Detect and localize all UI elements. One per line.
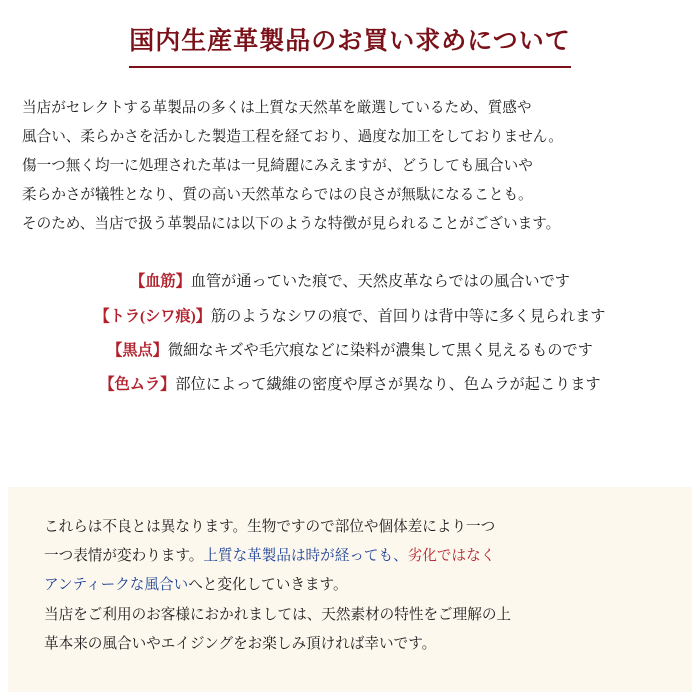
note-line: 当店をご利用のお客様におかれましては、天然素材の特性をご理解の上: [44, 606, 512, 623]
note-text-plain: 一つ表情が変わります。: [44, 548, 204, 565]
feature-description: 微細なキズや毛穴痕などに染料が濃集して黒く見えるものです: [167, 341, 593, 359]
intro-line: 柔らかさが犠牲となり、質の高い天然革ならではの良さが無駄になることも。: [22, 187, 533, 204]
note-line: [44, 542, 662, 571]
page-title: 国内生産革製品のお買い求めについて: [129, 26, 571, 68]
feature-list: [0, 265, 700, 402]
intro-line: 風合い、柔らかさを活かした製造工程を経ており、過度な加工をしておりません。: [22, 128, 563, 145]
intro-paragraph: [22, 94, 678, 240]
intro-line: 傷一つ無く均一に処理された革は一見綺麗にみえますが、どうしても風合いや: [22, 157, 533, 174]
list-item: [0, 300, 700, 334]
feature-tag: 【黒点】: [107, 341, 168, 359]
note-line: [44, 571, 662, 600]
note-text-highlight-blue: アンティークな風合い: [44, 577, 189, 594]
note-box: [8, 487, 692, 692]
note-text-highlight-blue: 上質な革製品は時が経っても、: [203, 548, 408, 565]
note-text-plain: へと変化していきます。: [188, 577, 348, 594]
list-item: [0, 334, 700, 368]
intro-line: 当店がセレクトする革製品の多くは上質な天然革を厳選しているため、質感や: [22, 99, 532, 116]
note-text-highlight-red: 劣化ではなく: [407, 548, 496, 565]
note-line: 革本来の風合いやエイジングをお楽しみ頂ければ幸いです。: [44, 635, 437, 652]
list-item: [0, 265, 700, 299]
list-item: [0, 368, 700, 402]
note-line: これらは不良とは異なります。生物ですので部位や個体差により一つ: [44, 519, 496, 535]
feature-tag: 【色ムラ】: [99, 376, 176, 394]
feature-description: 血管が通っていた痕で、天然皮革ならではの風合いです: [190, 273, 570, 291]
feature-tag: 【血筋】: [130, 273, 191, 291]
intro-line: そのため、当店で扱う革製品には以下のような特徴が見られることがございます。: [22, 216, 561, 233]
feature-tag: 【トラ(シワ痕)】: [94, 307, 211, 325]
page-title-container: [0, 0, 700, 68]
feature-description: 部位によって繊維の密度や厚さが異なり、色ムラが起こります: [175, 376, 601, 394]
note-content: [8, 487, 692, 659]
feature-description: 筋のようなシワの痕で、首回りは背中等に多く見られます: [210, 307, 606, 325]
